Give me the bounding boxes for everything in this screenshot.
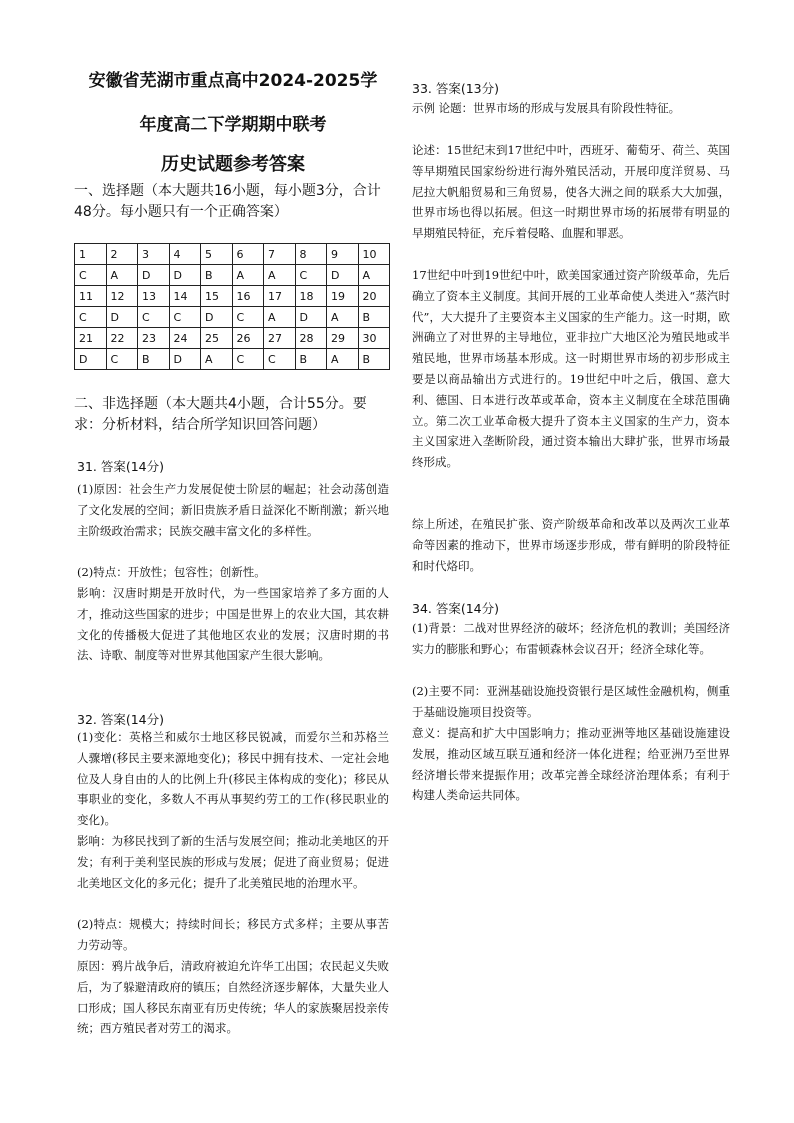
q33-conclusion: 综上所述，在殖民扩张、资产阶级革命和改革以及两次工业革命等因素的推动下，世界市场逐步形成，带有鲜明的阶段特征和时代烙印。 xyxy=(412,517,730,573)
answer-table-cell: D xyxy=(327,265,359,286)
answer-table-cell: 14 xyxy=(169,286,201,307)
answer-table-cell: C xyxy=(232,349,264,370)
q34-heading: 34. 答案(14分) xyxy=(412,601,500,616)
answer-table-cell: A xyxy=(264,265,296,286)
q33-heading: 33. 答案(13分) xyxy=(412,81,500,96)
answer-table-cell: 30 xyxy=(358,328,390,349)
answer-table-cell: 24 xyxy=(169,328,201,349)
q32-heading: 32. 答案(14分) xyxy=(77,712,165,727)
answer-table xyxy=(74,243,390,370)
answer-table-row xyxy=(75,349,390,370)
answer-table-cell: 4 xyxy=(169,244,201,265)
answer-table-cell: D xyxy=(295,307,327,328)
answer-table-cell: 26 xyxy=(232,328,264,349)
answer-table-cell: D xyxy=(169,265,201,286)
answer-table-cell: C xyxy=(232,307,264,328)
answer-table-cell: D xyxy=(106,307,138,328)
doc-title-line2: 年度高二下学期期中联考 xyxy=(139,115,327,135)
answer-table-cell: C xyxy=(138,307,170,328)
answer-table-cell: A xyxy=(232,265,264,286)
answer-table-cell: 6 xyxy=(232,244,264,265)
answer-table-cell: B xyxy=(358,307,390,328)
q31-heading: 31. 答案(14分) xyxy=(77,459,165,474)
answer-table-cell: 1 xyxy=(75,244,107,265)
answer-table-cell: C xyxy=(75,307,107,328)
answer-table-cell: 10 xyxy=(358,244,390,265)
answer-table-cell: 15 xyxy=(201,286,233,307)
q31-part1: (1)原因：社会生产力发展促使士阶层的崛起；社会动荡创造了文化发展的空间；新旧贵族矛盾日益深化不断削激；新兴地主阶级政治需求；民族交融丰富文化的多样性。 xyxy=(77,482,389,538)
section1-heading: 一、选择题（本大题共16小题，每小题3分，合计48分。每小题只有一个正确答案） xyxy=(74,183,381,220)
q34-part2: (2)主要不同：亚洲基础设施投资银行是区域性金融机构，侧重于基础设施项目投资等。 xyxy=(412,684,730,719)
answer-table-cell: 28 xyxy=(295,328,327,349)
answer-table-row xyxy=(75,286,390,307)
q31-part2: (2)特点：开放性；包容性；创新性。 xyxy=(77,565,266,579)
answer-table-cell: A xyxy=(106,265,138,286)
answer-table-cell: C xyxy=(106,349,138,370)
doc-subtitle: 历史试题参考答案 xyxy=(161,154,305,175)
q33-thesis: 示例 论题：世界市场的形成与发展具有阶段性特征。 xyxy=(412,101,681,115)
answer-table-cell: 19 xyxy=(327,286,359,307)
answer-table-cell: C xyxy=(169,307,201,328)
answer-table-cell: 29 xyxy=(327,328,359,349)
answer-table-cell: 3 xyxy=(138,244,170,265)
answer-table-row xyxy=(75,328,390,349)
q34-significance: 意义：提高和扩大中国影响力；推动亚洲等地区基础设施建设发展，推动区域互联互通和经济一体化进程；给亚洲乃至世界经济增长带来提振作用；改革完善全球经济治理体系；有利于构建人类命运共同体。 xyxy=(412,726,730,803)
answer-table-cell: 23 xyxy=(138,328,170,349)
answer-table-cell: C xyxy=(264,349,296,370)
q32-part1: (1)变化：英格兰和威尔士地区移民锐减，而爱尔兰和苏格兰人骤增(移民主要来源地变化)；移民中拥有技术、一定社会地位及人身自由的人的比例上升(移民主体构成的变化)；移民从事职业的变化，多数人不再从事契约劳工的工作(移民职业的变化)。 xyxy=(77,730,389,828)
answer-table-cell: D xyxy=(75,349,107,370)
q32-impact: 影响：为移民找到了新的生活与发展空间；推动北美地区的开发；有利于美利坚民族的形成与发展；促进了商业贸易；促进北美地区文化的多元化；提升了北美殖民地的治理水平。 xyxy=(77,834,389,890)
answer-table-cell: D xyxy=(169,349,201,370)
answer-table-cell: C xyxy=(295,265,327,286)
answer-table-cell: 18 xyxy=(295,286,327,307)
answer-table-cell: 2 xyxy=(106,244,138,265)
answer-table-cell: 13 xyxy=(138,286,170,307)
q34-part1: (1)背景：二战对世界经济的破坏；经济危机的教训；美国经济实力的膨胀和野心；布雷顿森林会议召开；经济全球化等。 xyxy=(412,621,730,656)
answer-table-cell: B xyxy=(295,349,327,370)
answer-table-cell: A xyxy=(358,265,390,286)
q31-impact: 影响：汉唐时期是开放时代，为一些国家培养了多方面的人才，推动这些国家的进步；中国是世界上的农业大国，其农耕文化的传播极大促进了其他地区农业的发展；汉唐时期的书法、诗歌、制度等对世界其他国家产生很大影响。 xyxy=(77,586,389,663)
answer-table-cell: 25 xyxy=(201,328,233,349)
answer-table-cell: C xyxy=(75,265,107,286)
answer-table-cell: 12 xyxy=(106,286,138,307)
answer-table-cell: 5 xyxy=(201,244,233,265)
q33-argument1: 论述：15世纪末到17世纪中叶，西班牙、葡萄牙、荷兰、英国等早期殖民国家纷纷进行海外殖民活动，开展印度洋贸易、马尼拉大帆船贸易和三角贸易，使各大洲之间的联系大大加强，世界市场也得以拓展。但这一时期世界市场的拓展带有明显的早期殖民特征，充斥着侵略、血腥和罪恶。 xyxy=(412,143,730,241)
answer-table-cell: D xyxy=(138,265,170,286)
answer-table-cell: B xyxy=(358,349,390,370)
answer-table-cell: D xyxy=(201,307,233,328)
section2-heading: 二、非选择题（本大题共4小题，合计55分。要求：分析材料，结合所学知识回答问题） xyxy=(74,396,367,433)
answer-table-cell: 27 xyxy=(264,328,296,349)
answer-table-cell: 20 xyxy=(358,286,390,307)
answer-table-cell: 11 xyxy=(75,286,107,307)
answer-table-cell: B xyxy=(201,265,233,286)
answer-table-cell: 7 xyxy=(264,244,296,265)
answer-table-cell: A xyxy=(201,349,233,370)
answer-table-cell: 22 xyxy=(106,328,138,349)
q32-reasons: 原因：鸦片战争后，清政府被迫允许华工出国；农民起义失败后，为了躲避清政府的镇压；自然经济逐步解体，大量失业人口形成；国人移民东南亚有历史传统；华人的家族聚居投亲传统；西方殖民者对劳工的渴求。 xyxy=(77,959,389,1036)
q32-part2: (2)特点：规模大；持续时间长；移民方式多样；主要从事苦力劳动等。 xyxy=(77,917,389,952)
answer-table-row xyxy=(75,265,390,286)
answer-table-cell: 17 xyxy=(264,286,296,307)
answer-table-cell: 16 xyxy=(232,286,264,307)
answer-table-cell: B xyxy=(138,349,170,370)
doc-title-line1: 安徽省芜湖市重点高中2024-2025学 xyxy=(88,71,378,91)
answer-table-cell: 8 xyxy=(295,244,327,265)
answer-table-cell: 9 xyxy=(327,244,359,265)
answer-table-cell: 21 xyxy=(75,328,107,349)
answer-table-cell: A xyxy=(264,307,296,328)
q33-argument2: 17世纪中叶到19世纪中叶，欧美国家通过资产阶级革命，先后确立了资本主义制度。其间开展的工业革命使人类进入“蒸汽时代”，大大提升了主要资本主义国家的生产能力。这一时期，欧洲确立了对世界的主导地位，亚非拉广大地区沦为殖民地或半殖民地，世界市场基本形成。这一时期世界市场的初步形成主要是以商品输出方式进行的。19世纪中叶之后，俄国、意大利、德国、日本进行改革或革命，资本主义制度在全球范围确立。第二次工业革命极大提升了资本主义国家的生产力，资本主义国家进入垄断阶段，通过资本输出大肆扩张，世界市场最终形成。 xyxy=(412,268,730,470)
answer-table-cell: A xyxy=(327,349,359,370)
answer-table-cell: A xyxy=(327,307,359,328)
answer-table-row xyxy=(75,307,390,328)
answer-table-row xyxy=(75,244,390,265)
